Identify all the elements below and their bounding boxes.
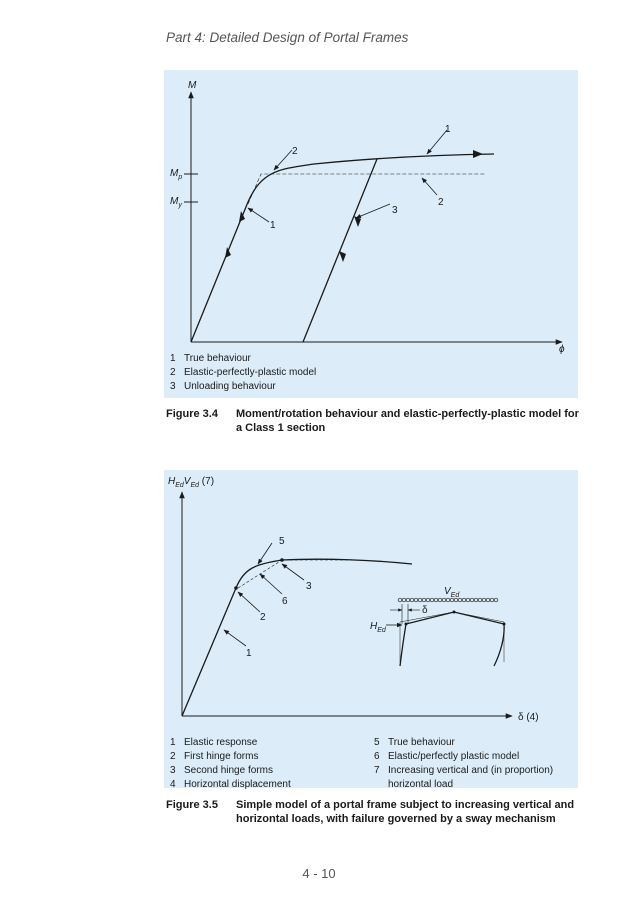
frame-hinge-left <box>405 623 408 626</box>
portal-frame-sketch <box>370 586 506 666</box>
callout-leader-1-right <box>427 130 447 154</box>
v-ed-label: $V_{Ed}$ <box>444 586 460 599</box>
callout-5: 5 <box>279 536 285 547</box>
caption-text: Simple model of a portal frame subject to increasing vertical and horizontal loads, with failure governed by a sway mechanism <box>236 799 575 825</box>
callout-1-right: 1 <box>445 124 451 135</box>
legend-item: 6 Elastic/perfectly plastic model <box>374 751 520 762</box>
legend-item: 3 Second hinge forms <box>170 765 273 776</box>
callout-2-left: 2 <box>292 146 298 157</box>
elastic-plastic-model-line <box>238 560 358 588</box>
loading-arrow-lower <box>225 247 231 258</box>
my-label: $M_y$ <box>170 196 182 209</box>
y-axis-label: M <box>188 80 197 91</box>
figure-3-4-panel <box>164 70 578 398</box>
figure-3-4-caption <box>166 407 581 437</box>
first-hinge-point <box>234 586 238 590</box>
true-behaviour-curve <box>191 154 494 342</box>
curve-end-arrow <box>473 150 483 158</box>
figure-3-5-legend-right <box>374 736 574 792</box>
elastic-perfectly-plastic-line <box>248 174 486 204</box>
legend-item: 7 Increasing vertical and (in proportion) horizontal load <box>374 765 554 790</box>
callout-leader-1-left <box>248 208 269 222</box>
figure-3-4-legend <box>170 352 316 394</box>
page-number: 4 - 10 <box>302 866 336 881</box>
callout-leader-3 <box>356 204 390 218</box>
callout-2-right: 2 <box>438 197 444 208</box>
caption-number: Figure 3.4 <box>166 408 218 420</box>
legend-item: 5 True behaviour <box>374 737 455 748</box>
callout-leader-5 <box>258 543 272 564</box>
legend-item: 1 True behaviour <box>170 353 251 364</box>
undeformed-frame <box>400 612 504 662</box>
deformed-frame <box>400 612 504 666</box>
callout-2: 2 <box>260 612 266 623</box>
callout-1: 1 <box>246 648 252 659</box>
callout-3: 3 <box>306 581 312 592</box>
callout-leader-2 <box>238 592 260 612</box>
distributed-vertical-load <box>398 598 498 602</box>
callout-leader-2-right <box>422 178 437 195</box>
unloading-line <box>303 159 377 342</box>
callout-leader-3 <box>282 564 304 580</box>
true-behaviour-curve <box>182 559 412 716</box>
figure-3-5-legend-left <box>170 736 291 792</box>
figure-3-5-panel <box>164 470 578 788</box>
callout-leader-1 <box>224 630 246 646</box>
callout-6: 6 <box>282 596 288 607</box>
legend-item: 4 Horizontal displacement <box>170 779 291 790</box>
unloading-arrow-lower <box>339 251 346 262</box>
callout-leader-6 <box>260 574 282 594</box>
delta-label: δ <box>422 605 428 616</box>
legend-item: 2 First hinge forms <box>170 751 259 762</box>
h-ed-label: $H_{Ed}$ <box>370 621 386 634</box>
figure-3-5-caption <box>166 798 581 828</box>
caption-number: Figure 3.5 <box>166 799 218 811</box>
y-axis-label: $H_{Ed}V_{Ed}$ (7) <box>168 476 215 489</box>
callout-leader-2-left <box>274 150 292 170</box>
callout-3: 3 <box>392 205 398 216</box>
caption-text: Moment/rotation behaviour and elastic-perfectly-plastic model for a Class 1 section <box>236 408 579 434</box>
frame-hinge-right <box>503 623 506 626</box>
running-header: Part 4: Detailed Design of Portal Frames <box>166 30 409 45</box>
legend-item: 1 Elastic response <box>170 737 258 748</box>
frame-hinge-apex <box>453 611 456 614</box>
callout-1-left: 1 <box>270 220 276 231</box>
legend-item: 2 Elastic-perfectly-plastic model <box>170 367 317 378</box>
x-axis-label: ϕ <box>559 344 565 355</box>
second-hinge-point <box>280 558 284 562</box>
moment-rotation-diagram <box>164 70 578 398</box>
mp-label: $M_p$ <box>170 168 183 181</box>
x-axis-label: δ (4) <box>518 712 539 723</box>
legend-item: 3 Unloading behaviour <box>170 381 276 392</box>
